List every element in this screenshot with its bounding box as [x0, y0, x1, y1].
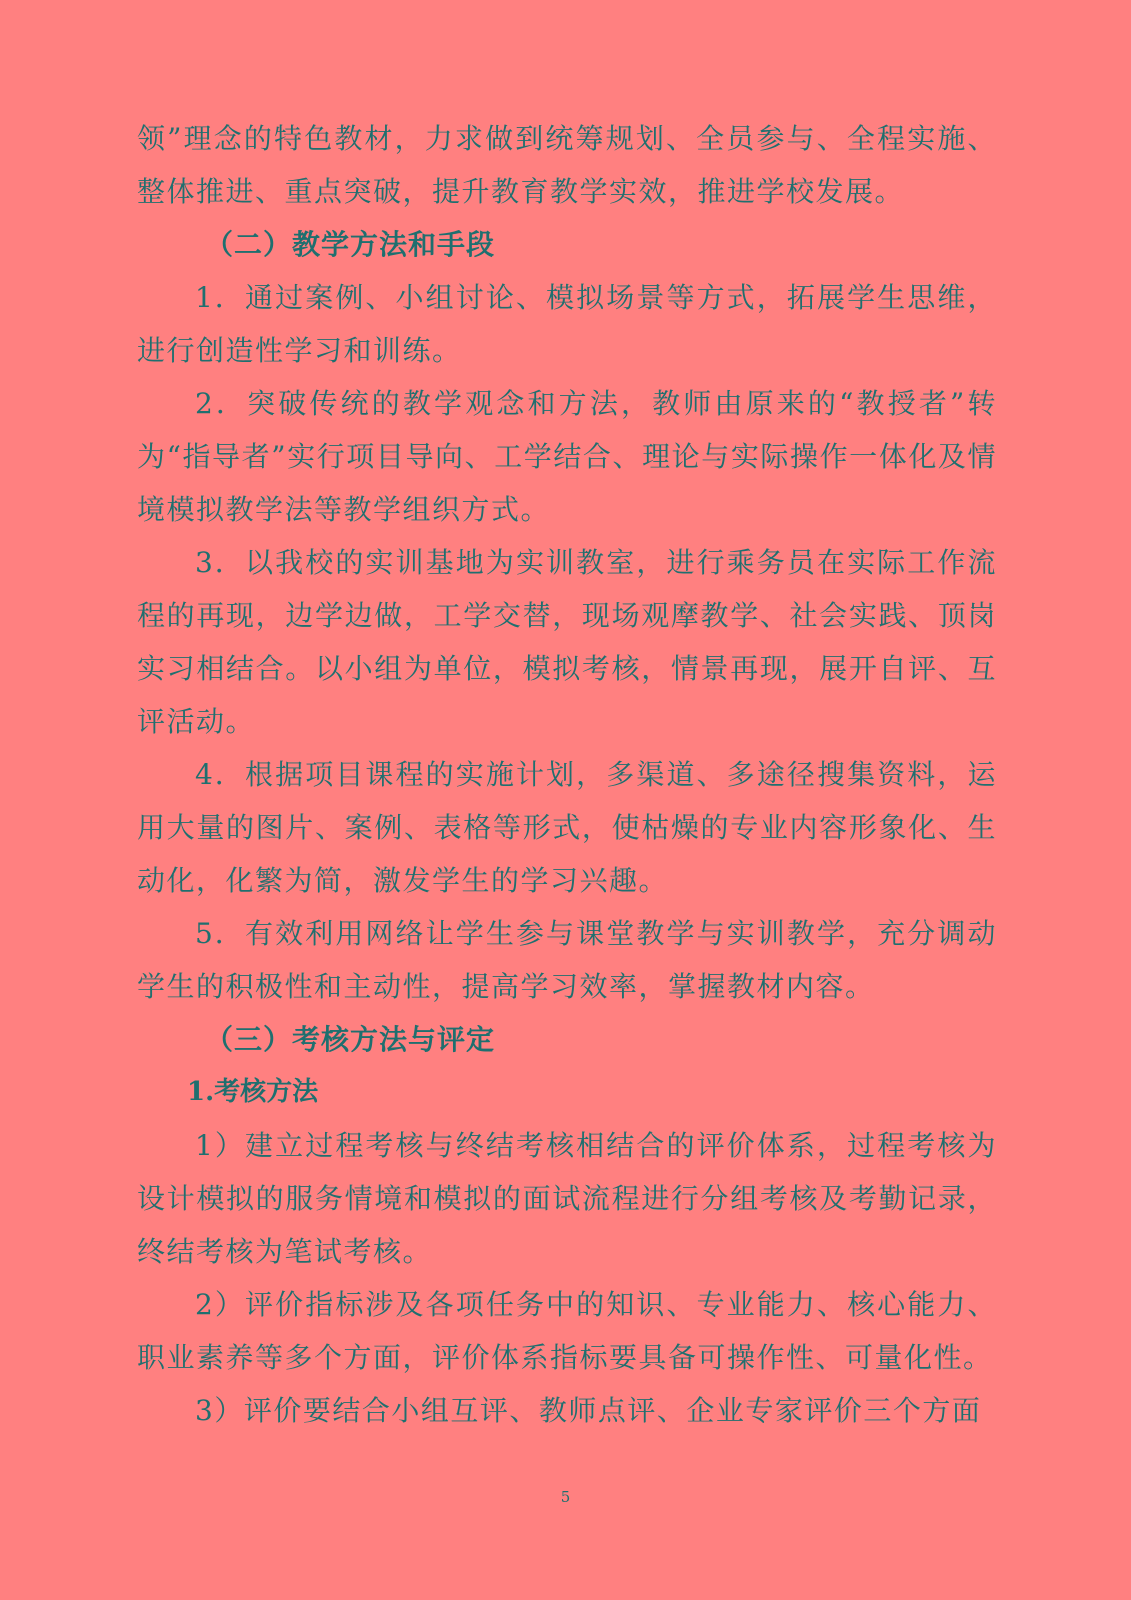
document-body: [137, 112, 997, 1437]
paragraph: 2）评价指标涉及各项任务中的知识、专业能力、核心能力、职业素养等多个方面，评价体系指标要具备可操作性、可量化性。: [137, 1288, 997, 1374]
paragraph: 3）评价要结合小组互评、教师点评、企业专家评价三个方面: [195, 1394, 982, 1427]
subsection-heading: 1.考核方法: [187, 1077, 319, 1107]
paragraph: 领”理念的特色教材，力求做到统筹规划、全员参与、全程实施、整体推进、重点突破，提升教育教学实效，推进学校发展。: [137, 122, 997, 208]
paragraph: 1．通过案例、小组讨论、模拟场景等方式，拓展学生思维，进行创造性学习和训练。: [137, 281, 997, 367]
section-heading: （三）考核方法与评定: [205, 1023, 496, 1056]
page-number: 5: [560, 1488, 571, 1506]
paragraph: 1）建立过程考核与终结考核相结合的评价体系，过程考核为设计模拟的服务情境和模拟的面试流程进行分组考核及考勤记录，终结考核为笔试考核。: [137, 1129, 997, 1268]
paragraph: 5．有效利用网络让学生参与课堂教学与实训教学，充分调动学生的积极性和主动性，提高学习效率，掌握教材内容。: [137, 917, 997, 1003]
paragraph: 2．突破传统的教学观念和方法，教师由原来的“教授者”转为“指导者”实行项目导向、工学结合、理论与实际操作一体化及情境模拟教学法等教学组织方式。: [137, 387, 997, 526]
section-heading: （二）教学方法和手段: [205, 228, 496, 261]
paragraph: 3．以我校的实训基地为实训教室，进行乘务员在实际工作流程的再现，边学边做，工学交替，现场观摩教学、社会实践、顶岗实习相结合。以小组为单位，模拟考核，情景再现，展开自评、互评活动。: [137, 546, 997, 738]
paragraph: 4．根据项目课程的实施计划，多渠道、多途径搜集资料，运用大量的图片、案例、表格等形式，使枯燥的专业内容形象化、生动化，化繁为简，激发学生的学习兴趣。: [137, 758, 997, 897]
